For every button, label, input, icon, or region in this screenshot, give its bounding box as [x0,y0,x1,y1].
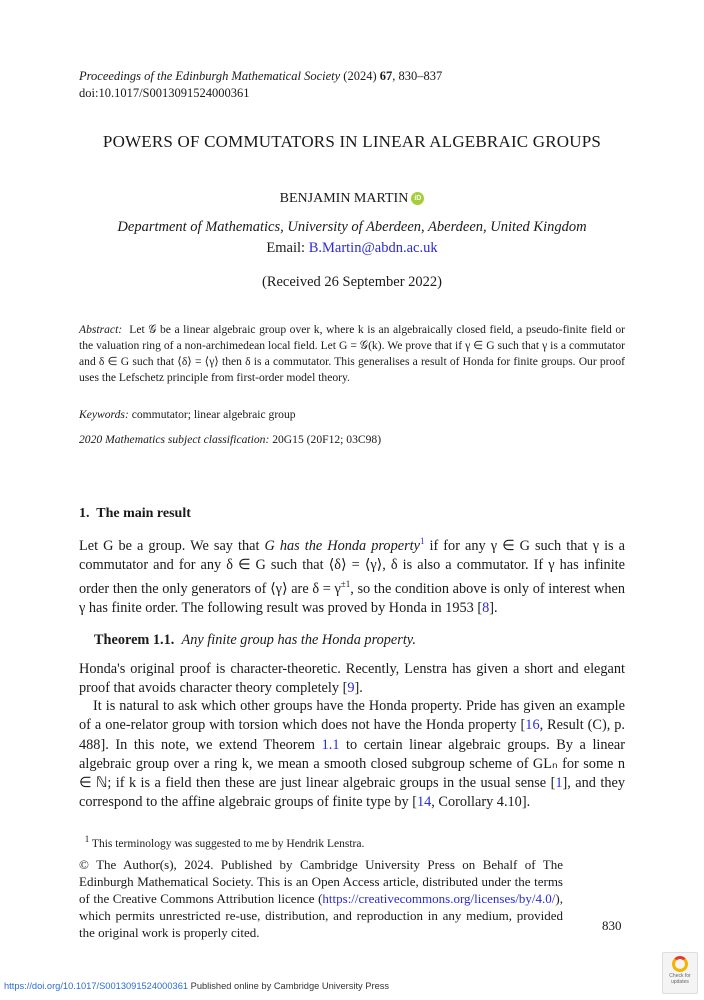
author [0,191,704,207]
email-line [0,240,704,257]
theorem-text: Any finite group has the Honda property. [181,632,416,648]
paragraph-2 [79,660,625,699]
citation-link[interactable]: 8 [482,600,490,617]
badge-line2: updates [671,979,689,985]
doi: doi:10.1017/S0013091524000361 [79,86,250,100]
email-label: Email: [266,240,309,256]
orcid-icon[interactable]: iD [411,192,424,205]
copyright-notice [79,856,563,941]
author-name: BENJAMIN MARTIN [279,191,409,206]
text: The Author(s), 2024. Published by Cambridge University Press on Behalf of The Edinburgh Mathematical Society. This is an Open Access article, distributed under the terms of the Creative Commons Attribution licence ( [79,857,563,906]
check-for-updates-button[interactable] [662,952,698,994]
msc-label: 2020 Mathematics subject classification: [79,433,270,446]
text: , so the condition above is only of interest when γ has finite order. The following result was proved by Honda in 1953 [ [79,581,625,617]
paragraph-1 [79,532,625,619]
text: ), which permits unrestricted re-use, distribution, and reproduction in any medium, provided the original work is properly cited. [79,891,563,940]
journal-volume: 67 [379,69,393,83]
paper-title: POWERS OF COMMUTATORS IN LINEAR ALGEBRAIC GROUPS [102,132,602,151]
affiliation: Department of Mathematics, University of Aberdeen, Aberdeen, United Kingdom [117,219,587,235]
journal-name: Proceedings of the Edinburgh Mathematical Society [79,69,341,83]
superscript: ±1 [340,579,351,590]
theorem-label: Theorem 1.1. [94,632,175,648]
abstract-label: Abstract: [79,323,123,336]
msc-classification [79,432,381,448]
received-date: (Received 26 September 2022) [262,274,442,290]
journal-header [79,68,442,102]
citation-link[interactable]: 1 [555,775,563,792]
email-link[interactable]: B.Martin@abdn.ac.uk [308,240,438,256]
footnote-text: This terminology was suggested to me by Hendrik Lenstra. [89,837,365,850]
text: to certain linear algebraic groups. By a linear algebraic group over a ring k, we mean a smooth closed subgroup scheme of GLₙ for some n ∈ ℕ; if k is a field then these are just linear algebraic groups in the usual sense [ [79,736,625,792]
theorem [94,632,416,649]
text: Let G be a group. We say that [79,537,265,554]
doi-link[interactable]: https://doi.org/10.1017/S0013091524000361 [4,981,189,991]
abstract [79,322,625,386]
text: , Corollary 4.10]. [431,794,531,811]
footnote-mark: 1 [84,834,90,844]
keywords [79,407,296,423]
italic-text: G has the Honda property [264,537,420,554]
crossmark-icon [672,956,688,972]
paragraph-3 [79,697,625,813]
msc-text: 20G15 (20F12; 03C98) [269,433,382,446]
text: ]. [489,600,498,617]
badge-line1: Check for [669,973,691,979]
footnote-link[interactable]: 1 [419,536,425,546]
text: ], and they correspond to the affine algebraic groups of finite type by [ [79,775,625,811]
footnote [79,834,364,850]
section-number: 1. [79,506,90,521]
license-link[interactable]: https://creativecommons.org/licenses/by/4.0/ [322,891,556,906]
citation-link[interactable]: 16 [525,717,540,734]
text: ]. [354,680,363,697]
text: , Result (C), p. 488]. In this note, we extend Theorem [79,717,625,753]
keywords-label: Keywords: [79,408,129,421]
text: if for any γ ∈ G such that γ is a commutator and for any δ ∈ G such that ⟨δ⟩ = ⟨γ⟩, δ is also a commutator. If γ has infinite order then the only generators of ⟨γ⟩ are δ = γ [79,537,626,598]
theorem-link[interactable]: 1.1 [321,736,340,753]
copyright-icon: © [79,857,89,872]
page-number: 830 [602,918,622,933]
section-heading [79,506,191,522]
text: It is natural to ask which other groups have the Honda property. Pride has given an example of a one-relator group with torsion which does not have the Honda property [ [79,698,625,734]
badge-label [663,973,697,985]
journal-pages: , 830–837 [392,69,443,83]
footer-text: Published online by Cambridge University Press [188,981,390,991]
citation-link[interactable]: 14 [416,794,432,811]
citation-link[interactable]: 9 [347,680,355,697]
journal-year: (2024) [343,69,377,83]
text: Honda's original proof is character-theoretic. Recently, Lenstra has given a short and elegant proof that avoids character theory completely [ [79,661,625,697]
page-footer [4,981,389,991]
section-title: The main result [96,506,191,521]
keywords-text: commutator; linear algebraic group [128,408,296,421]
abstract-text: Let 𝒢 be a linear algebraic group over k, where k is an algebraically closed field, a pseudo-finite field or the valuation ring of a non-archimedean local field. Let G = 𝒢(k). We prove that if γ ∈ G such that γ is a commutator and δ ∈ G such that ⟨δ⟩ = ⟨γ⟩ then δ is a commutator. This generalises a result of Honda for finite groups. Our proof uses the Lefschetz principle from first-order model theory. [79,323,626,384]
